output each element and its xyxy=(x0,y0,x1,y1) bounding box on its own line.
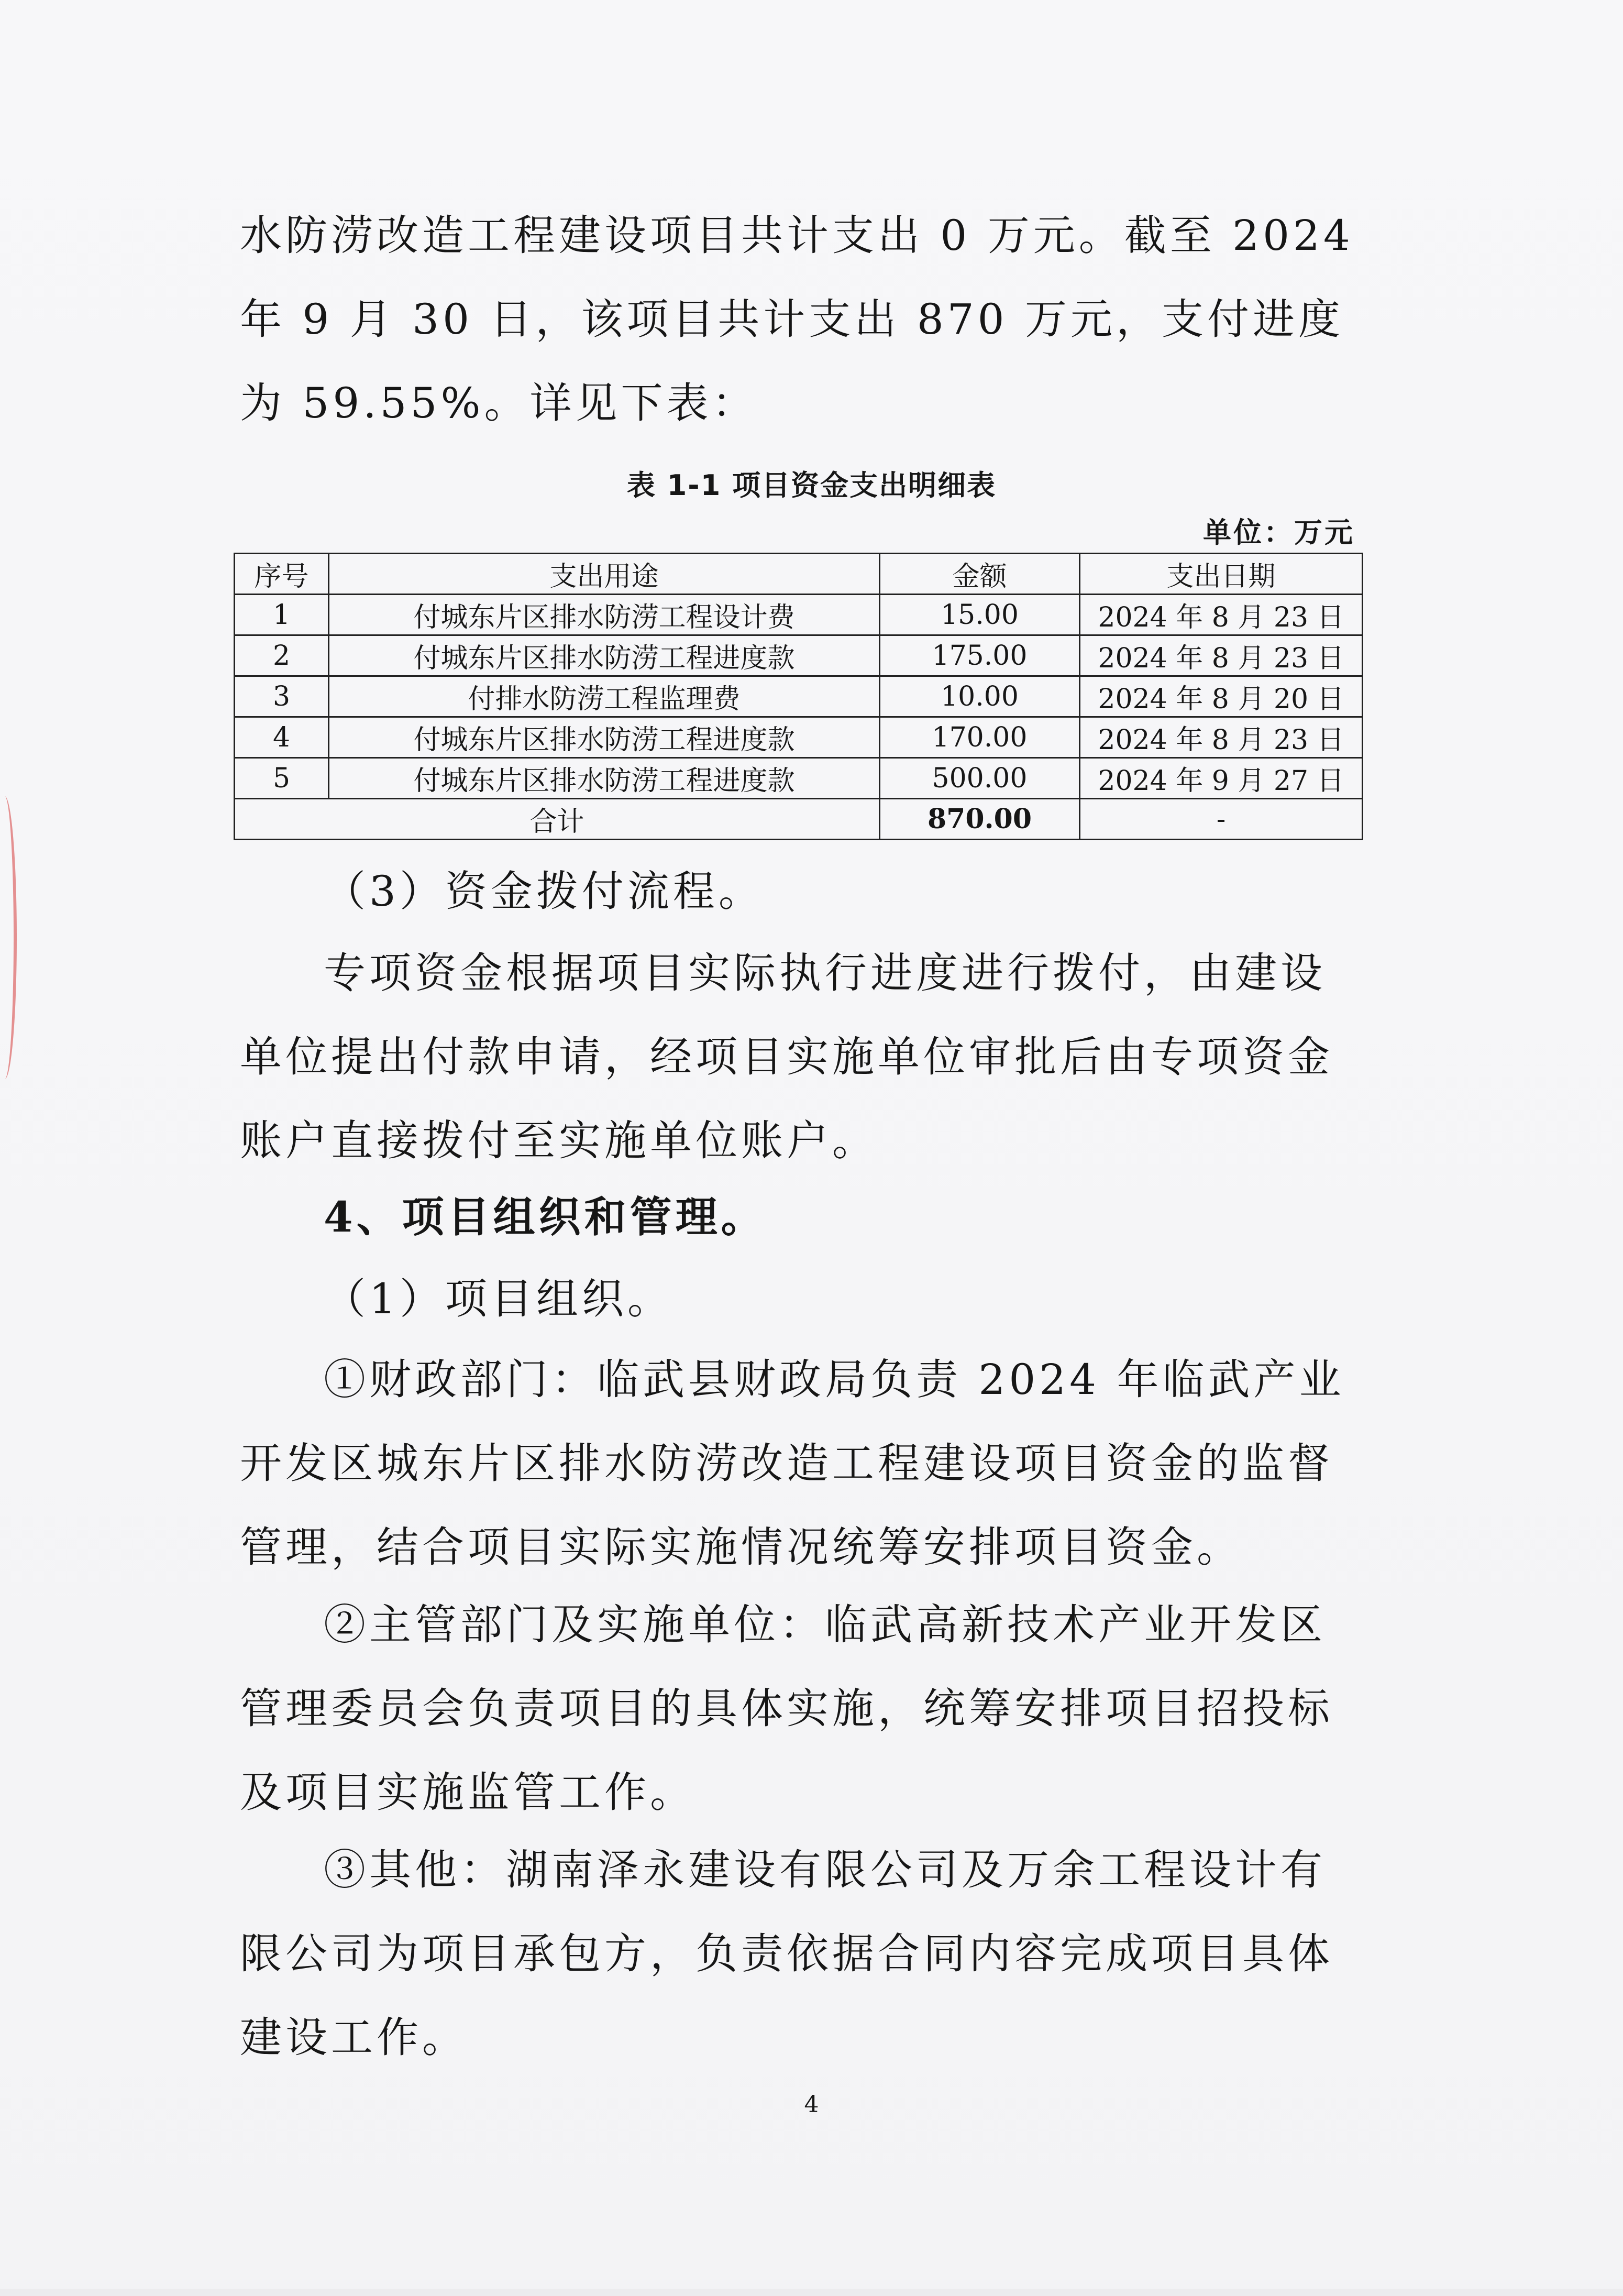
cell-index: 4 xyxy=(235,717,329,758)
cell-date: 2024 年 8 月 23 日 xyxy=(1080,595,1363,635)
table-row xyxy=(235,595,1363,635)
cell-purpose: 付城东片区排水防涝工程进度款 xyxy=(329,635,880,676)
table-row xyxy=(235,758,1363,799)
header-date: 支出日期 xyxy=(1080,554,1363,595)
table-row xyxy=(235,676,1363,717)
cell-date: 2024 年 9 月 27 日 xyxy=(1080,758,1363,799)
heading-organization-management: 4、项目组织和管理。 xyxy=(324,1192,767,1242)
header-amount: 金额 xyxy=(880,554,1080,595)
cell-amount: 10.00 xyxy=(880,676,1080,717)
expenditure-table xyxy=(234,553,1363,840)
cell-index: 2 xyxy=(235,635,329,676)
cell-index: 1 xyxy=(235,595,329,635)
heading-project-organization: （1）项目组织。 xyxy=(324,1275,673,1323)
paragraph-competent-department: ②主管部门及实施单位：临武高新技术产业开发区管理委员会负责项目的具体实施，统筹安排项目招投标及项目实施监管工作。 xyxy=(240,1600,1333,1817)
cell-total-label: 合计 xyxy=(235,799,880,840)
paragraph-funding-process: 专项资金根据项目实际执行进度进行拨付，由建设单位提出付款申请，经项目实施单位审批后由专项资金账户直接拨付至实施单位账户。 xyxy=(240,949,1333,1165)
cell-amount: 500.00 xyxy=(880,758,1080,799)
table-header-row xyxy=(235,554,1363,595)
page-edge xyxy=(0,2289,1623,2296)
paragraph-other-parties: ③其他：湖南泽永建设有限公司及万余工程设计有限公司为项目承包方，负责依据合同内容完成项目具体建设工作。 xyxy=(240,1845,1333,2062)
seal-stamp-edge xyxy=(0,796,17,1079)
cell-purpose: 付城东片区排水防涝工程进度款 xyxy=(329,758,880,799)
cell-total-amount: 870.00 xyxy=(880,799,1080,840)
cell-purpose: 付城东片区排水防涝工程进度款 xyxy=(329,717,880,758)
cell-total-date: - xyxy=(1080,799,1363,840)
cell-index: 3 xyxy=(235,676,329,717)
page-number: 4 xyxy=(804,2091,819,2118)
table-unit: 单位：万元 xyxy=(1203,516,1355,549)
cell-index: 5 xyxy=(235,758,329,799)
cell-amount: 170.00 xyxy=(880,717,1080,758)
cell-date: 2024 年 8 月 20 日 xyxy=(1080,676,1363,717)
paragraph-finance-department: ①财政部门：临武县财政局负责 2024 年临武产业开发区城东片区排水防涝改造工程建设项目资金的监督管理，结合项目实际实施情况统筹安排项目资金。 xyxy=(240,1355,1345,1572)
cell-date: 2024 年 8 月 23 日 xyxy=(1080,635,1363,676)
cell-amount: 175.00 xyxy=(880,635,1080,676)
header-purpose: 支出用途 xyxy=(329,554,880,595)
heading-funding-process: （3）资金拨付流程。 xyxy=(324,867,764,916)
cell-date: 2024 年 8 月 23 日 xyxy=(1080,717,1363,758)
table-caption: 表 1-1 项目资金支出明细表 xyxy=(626,469,997,502)
cell-amount: 15.00 xyxy=(880,595,1080,635)
header-index: 序号 xyxy=(235,554,329,595)
cell-purpose: 付排水防涝工程监理费 xyxy=(329,676,880,717)
table-row xyxy=(235,635,1363,676)
table-row xyxy=(235,717,1363,758)
paragraph-expenditure-summary: 水防涝改造工程建设项目共计支出 0 万元。截至 2024 年 9 月 30 日，该项目共计支出 870 万元，支付进度为 59.55%。详见下表： xyxy=(240,211,1354,427)
table-total-row xyxy=(235,799,1363,840)
cell-purpose: 付城东片区排水防涝工程设计费 xyxy=(329,595,880,635)
